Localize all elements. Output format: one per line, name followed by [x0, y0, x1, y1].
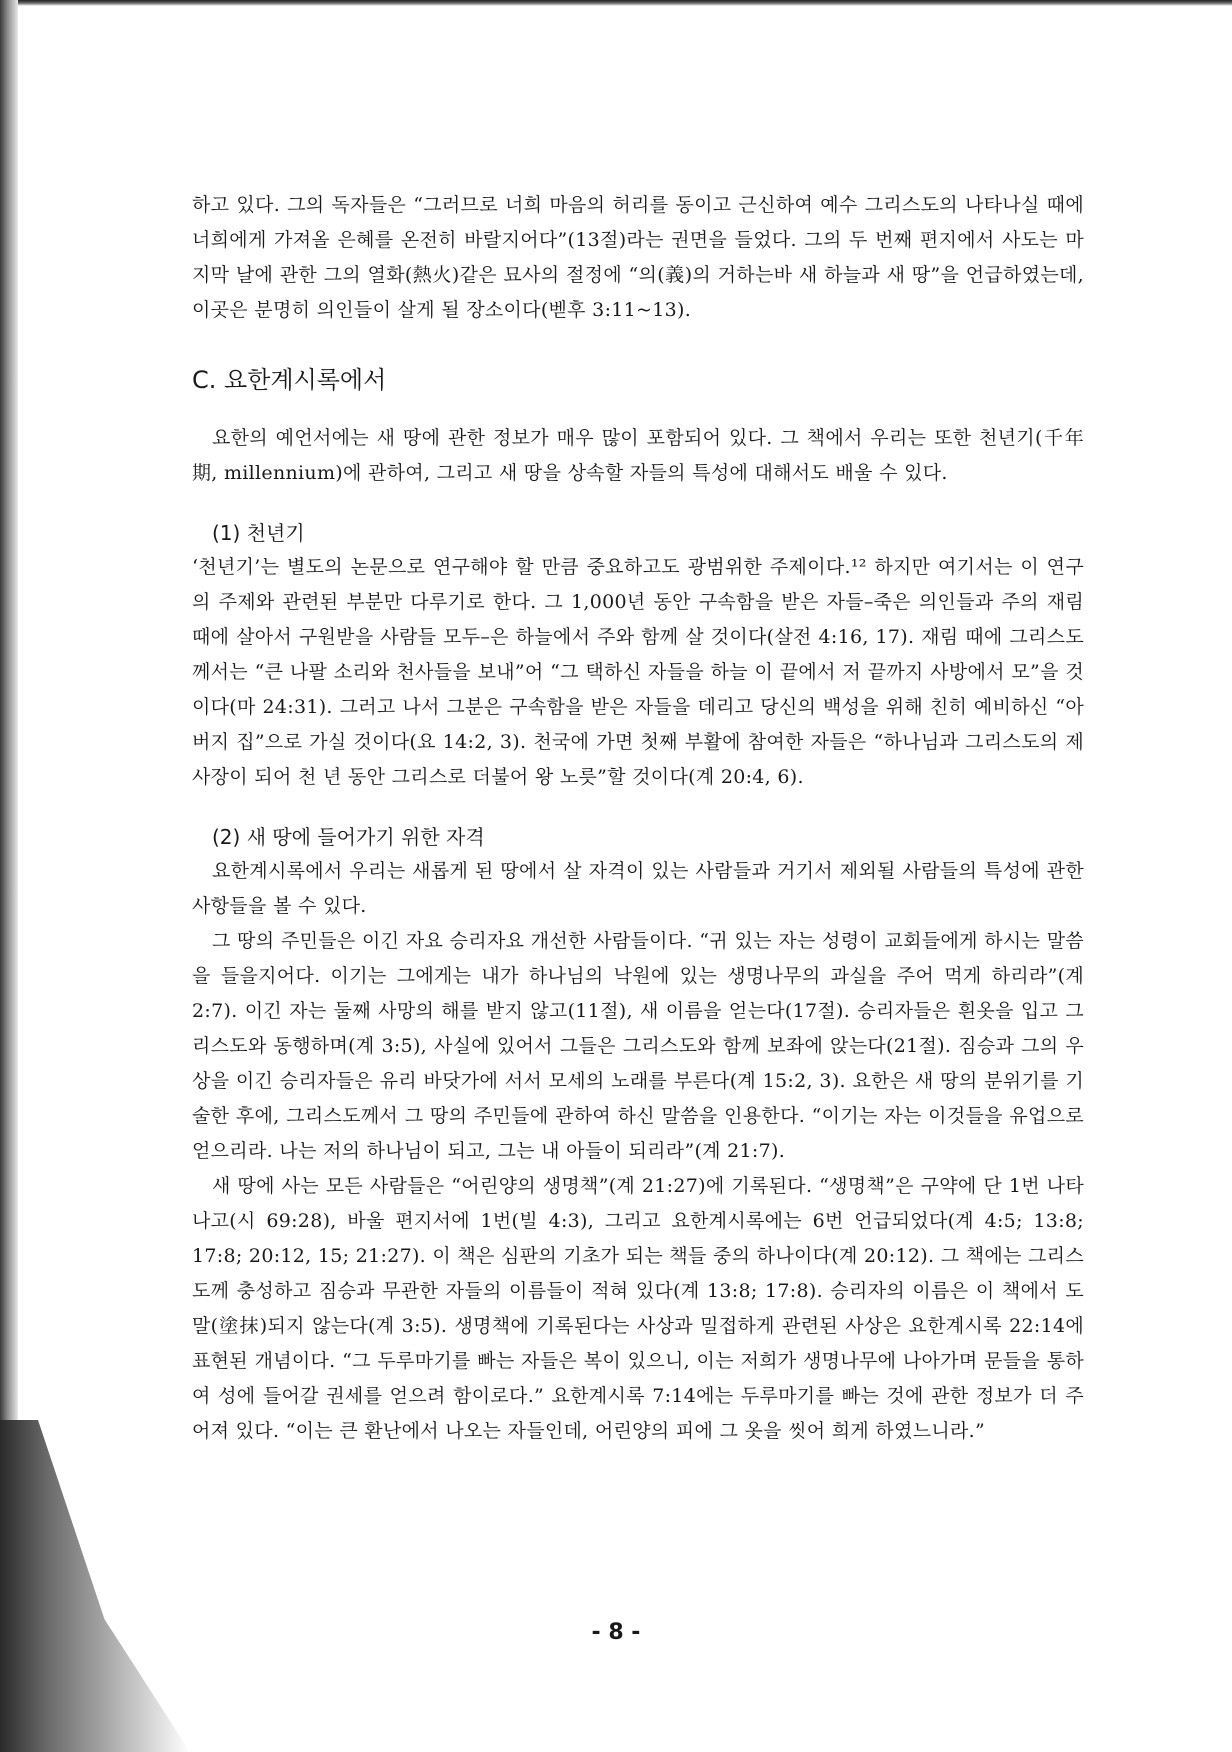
victors-paragraph: 그 땅의 주민들은 이긴 자요 승리자요 개선한 사람들이다. “귀 있는 자는 성령이 교회들에게 하시는 말씀을 들을지어다. 이기는 그에게는 내가 하나님의 낙원에 있는 생명나무의 과실을 주어 먹게 하리라”(계 2:7). 이긴 자는 둘째 사망의 해를 받지 않고(11절), 새 이름을 얻는다(17절). 승리자들은 흰옷을 입고 그리스도와 동행하며(계 3:5), 사실에 있어서 그들은 그리스도와 함께 보좌에 앉는다(21절). 짐승과 그의 우상을 이긴 승리자들은 유리 바닷가에 서서 모세의 노래를 부른다(계 15:2, 3). 요한은 새 땅의 분위기를 기술한 후에, 그리스도께서 그 땅의 주민들에 관하여 하신 말씀을 인용한다. “이기는 자는 이것들을 유업으로 얻으리라. 나는 저의 하나님이 되고, 그는 내 아들이 되리라”(계 21:7).: [192, 930, 1084, 1162]
subsection-heading-qualifications: (2) 새 땅에 들어가기 위한 자격: [212, 825, 485, 849]
book-of-life-paragraph: 새 땅에 사는 모든 사람들은 “어린양의 생명책”(계 21:27)에 기록된다. “생명책”은 구약에 단 1번 나타나고(시 69:28), 바울 편지서에 1번(빌 4:3), 그리고 요한계시록에는 6번 언급되었다(계 4:5; 13:8; 17:8; 20:12, 15; 21:27). 이 책은 심판의 기초가 되는 책들 중의 하나이다(계 20:12). 그 책에는 그리스도께 충성하고 짐승과 무관한 자들의 이름들이 적혀 있다(계 13:8; 17:8). 승리자의 이름은 이 책에서 도말(塗抹)되지 않는다(계 3:5). 생명책에 기록된다는 사상과 밀접하게 관련된 사상은 요한계시록 22:14에 표현된 개념이다. “그 두루마기를 빠는 자들은 복이 있으니, 이는 저희가 생명나무에 나아가며 문들을 통하여 성에 들어갈 권세를 얻으려 함이로다.” 요한계시록 7:14에는 두루마기를 빠는 것에 관한 정보가 더 주어져 있다. “이는 큰 환난에서 나오는 자들인데, 어린양의 피에 그 옷을 씻어 희게 하였느니라.”: [192, 1175, 1084, 1442]
qualifications-paragraph: 요한계시록에서 우리는 새롭게 된 땅에서 살 자격이 있는 사람들과 거기서 제외될 사람들의 특성에 관한 사항들을 볼 수 있다.: [192, 860, 1084, 917]
subsection-heading-millennium: (1) 천년기: [212, 521, 305, 545]
section-intro-paragraph: 요한의 예언서에는 새 땅에 관한 정보가 매우 많이 포함되어 있다. 그 책에서 우리는 또한 천년기(千年期, millennium)에 관하여, 그리고 새 땅을 상속할 자들의 특성에 대해서도 배울 수 있다.: [192, 427, 1084, 484]
scan-shadow-corner: [0, 1420, 190, 1752]
page-content: [192, 188, 1084, 1449]
opening-paragraph: 하고 있다. 그의 독자들은 “그러므로 너희 마음의 허리를 동이고 근신하여 예수 그리스도의 나타나실 때에 너희에게 가져올 은혜를 온전히 바랄지어다”(13절)라는 권면을 들었다. 그의 두 번째 편지에서 사도는 마지막 날에 관한 그의 열화(熱火)같은 묘사의 절정에 “의(義)의 거하는바 새 하늘과 새 땅”을 언급하였는데, 이곳은 분명히 의인들이 살게 될 장소이다(벧후 3:11~13).: [192, 194, 1084, 321]
section-heading-revelation: C. 요한계시록에서: [192, 366, 387, 394]
page-number: - 8 -: [591, 1620, 641, 1645]
scan-shadow-top: [0, 0, 1232, 6]
millennium-paragraph: ‘천년기’는 별도의 논문으로 연구해야 할 만큼 중요하고도 광범위한 주제이다.¹² 하지만 여기서는 이 연구의 주제와 관련된 부분만 다루기로 한다. 그 1,000년 동안 구속함을 받은 자들–죽은 의인들과 주의 재림 때에 살아서 구원받을 사람들 모두–은 하늘에서 주와 함께 살 것이다(살전 4:16, 17). 재림 때에 그리스도께서는 “큰 나팔 소리와 천사들을 보내”어 “그 택하신 자들을 하늘 이 끝에서 저 끝까지 사방에서 모”을 것이다(마 24:31). 그러고 나서 그분은 구속함을 받은 자들을 데리고 당신의 백성을 위해 친히 예비하신 “아버지 집”으로 가실 것이다(요 14:2, 3). 천국에 가면 첫째 부활에 참여한 자들은 “하나님과 그리스도의 제사장이 되어 천 년 동안 그리스로 더불어 왕 노릇”할 것이다(계 20:4, 6).: [192, 556, 1084, 788]
